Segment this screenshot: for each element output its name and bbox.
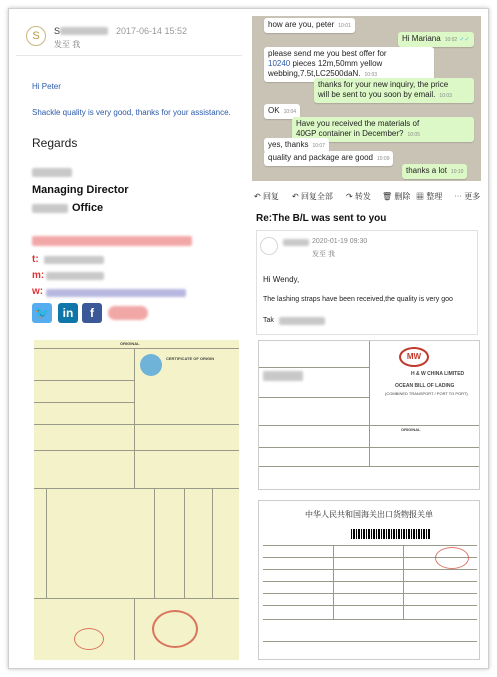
chat-message-out-thanks: thanks a lot 10:10 bbox=[402, 164, 467, 179]
redacted-email bbox=[32, 236, 192, 246]
email-message: Shackle quality is very good, thanks for your assistance. bbox=[32, 108, 231, 117]
redacted-mobile bbox=[46, 272, 104, 280]
email-recipient[interactable]: 发至 我 bbox=[312, 251, 335, 258]
mobile-label: m: bbox=[32, 270, 45, 281]
web-label: w: bbox=[32, 286, 44, 297]
email-greeting: Hi Peter bbox=[32, 82, 61, 91]
email-header bbox=[16, 16, 242, 56]
signature-title: Managing Director bbox=[32, 184, 129, 196]
redacted-sender bbox=[60, 27, 108, 35]
chat-message-in-ok: OK 10:04 bbox=[264, 104, 300, 119]
redacted-website[interactable] bbox=[46, 289, 186, 297]
redacted-company bbox=[32, 204, 68, 213]
chat-message-in-thanks: yes, thanks 10:07 bbox=[264, 138, 329, 153]
more-button[interactable]: ⋯ 更多 bbox=[454, 192, 481, 201]
email-panel-bl bbox=[256, 230, 478, 335]
email-signature: Tak bbox=[263, 317, 274, 324]
signature-office: Office bbox=[72, 202, 104, 214]
redacted-social[interactable] bbox=[108, 306, 148, 320]
forward-button[interactable]: ↷ 转发 bbox=[346, 192, 371, 201]
redacted-sender bbox=[283, 239, 309, 246]
chat-message-in: how are you, peter 10:01 bbox=[264, 18, 355, 33]
customs-stamp bbox=[435, 547, 469, 569]
cert-heading: CERTIFICATE OF ORIGIN bbox=[166, 356, 215, 361]
chat-message-out-reply: thanks for your new inquiry, the price will be sent to you soon by email. 10:03 bbox=[314, 78, 474, 103]
chat-message-out-question: Have you received the materials of 40GP container in December? 10:05 bbox=[292, 117, 474, 142]
chat-message-out: Hi Mariana 10:02 ✓✓ bbox=[398, 32, 474, 47]
certificate-of-origin-doc bbox=[34, 340, 239, 660]
email-date: 2020-01-19 09:30 bbox=[312, 238, 368, 245]
facebook-icon[interactable]: f bbox=[82, 303, 102, 323]
email-message: The lashing straps have been received,the quality is very goo bbox=[263, 296, 453, 303]
official-stamp bbox=[152, 610, 198, 648]
email-panel-shackle bbox=[16, 16, 242, 336]
reply-button[interactable]: ↶ 回复 bbox=[254, 192, 279, 201]
organize-button[interactable]: ▦ 整理 bbox=[416, 192, 443, 201]
sender-avatar: S bbox=[26, 26, 46, 46]
email-toolbar bbox=[252, 186, 481, 206]
barcode bbox=[351, 529, 431, 539]
redacted-signature bbox=[279, 317, 325, 325]
chat-message-in-inquiry: please send me you best offer for 10240 pieces 12m,50mm yellow webbing,7.5t,LC2500daN. 10:03 bbox=[264, 47, 434, 82]
cert-logo bbox=[140, 354, 162, 376]
email-regards: Regards bbox=[32, 136, 78, 150]
email-recipient[interactable]: 发至 我 bbox=[54, 40, 81, 49]
redacted-consignee bbox=[263, 371, 303, 381]
delete-button[interactable]: 🗑 删除 bbox=[382, 192, 411, 201]
bl-subtitle: (COMBINED TRANSPORT / PORT TO PORT) bbox=[385, 391, 468, 396]
twitter-icon[interactable]: 🐦 bbox=[32, 303, 52, 323]
company-stamp bbox=[74, 628, 104, 650]
chat-message-in-quality: quality and package are good 10:09 bbox=[264, 151, 393, 166]
email-subject: Re:The B/L was sent to you bbox=[256, 213, 387, 224]
reply-all-button[interactable]: ↶ 回复全部 bbox=[292, 192, 333, 201]
email-greeting: Hi Wendy, bbox=[263, 275, 300, 284]
phone-label: t: bbox=[32, 254, 39, 265]
bl-title: OCEAN BILL OF LADING bbox=[395, 383, 455, 389]
customs-title: 中华人民共和国海关出口货物报关单 bbox=[305, 510, 433, 519]
bl-logo: MW bbox=[399, 347, 429, 367]
bl-company: H & W CHINA LIMITED bbox=[411, 371, 465, 377]
email-date: 2017-06-14 15:52 bbox=[116, 26, 188, 36]
sender-avatar bbox=[260, 237, 278, 255]
chat-panel bbox=[252, 16, 481, 181]
customs-declaration-doc bbox=[258, 500, 480, 660]
redacted-name bbox=[32, 168, 72, 177]
bill-of-lading-doc bbox=[258, 340, 480, 490]
redacted-phone bbox=[44, 256, 104, 264]
bl-original: ORIGINAL bbox=[401, 427, 421, 432]
cert-original-label: ORIGINAL bbox=[120, 341, 140, 346]
sender-name: S bbox=[54, 26, 61, 36]
linkedin-icon[interactable]: in bbox=[58, 303, 78, 323]
